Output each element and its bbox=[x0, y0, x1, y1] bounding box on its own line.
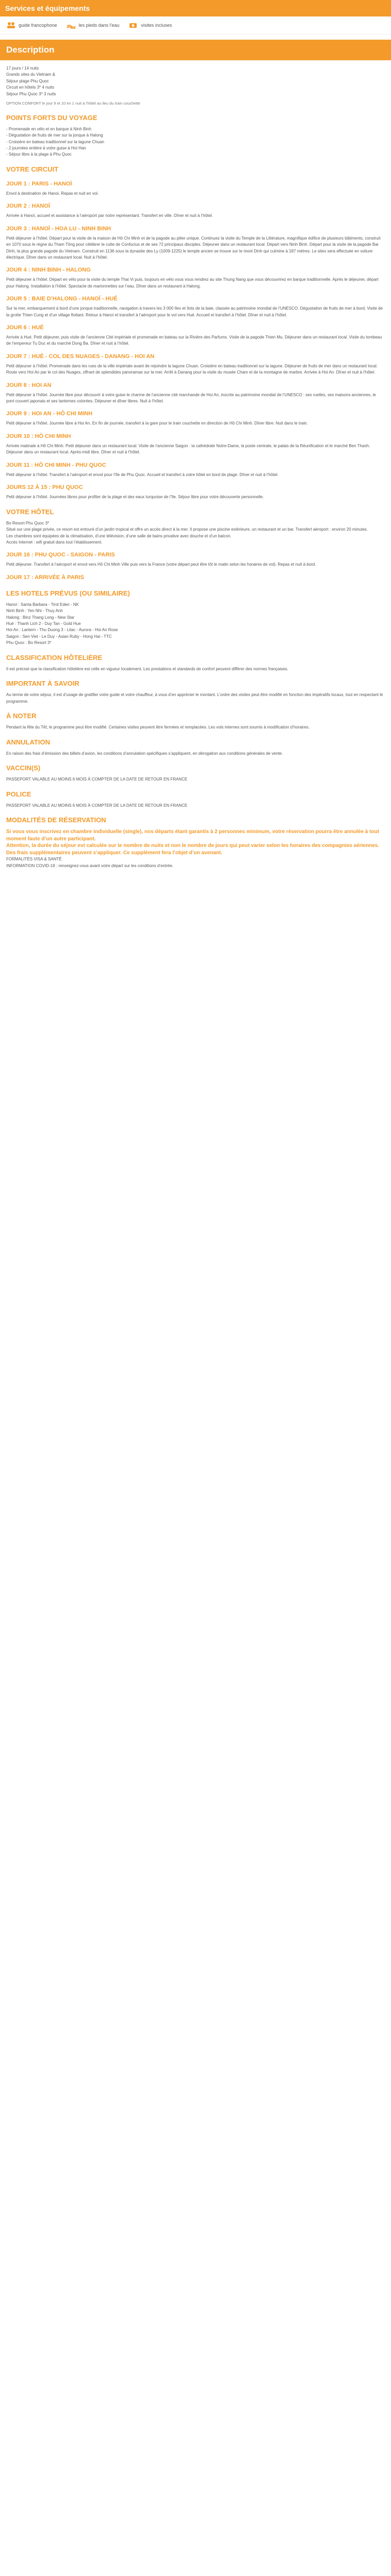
modalities-text: Si vous vous inscrivez en chambre individuelle (single), nos départs étant garantis à 2 personnes minimum, votre réservation pourra être annulée à tout moment faute d’un autre participant. Attention, la durée du séjour est calculée sur le nombre de nuits et non le nombre de jours qui peut varier selon les horaires des compagnies aériennes. Des frais supplémentaires peuvent s’appliquer. Ce supplément fera l’objet d’un avenant. bbox=[6, 829, 379, 856]
police-title: POLICE bbox=[6, 790, 31, 798]
services-row bbox=[0, 16, 391, 35]
day-text: Petit déjeuner à l’hôtel. Journée libre à Hoi An. En fin de journée, transfert à la gare pour le train couchette en direction de Hô Chi Minh. Dîner libre. Nuit dans le train. bbox=[6, 421, 308, 426]
note-text: Pendant la fête du Têt, le programme peut être modifié. Certaines visites peuvent être fermées et remplacées. Les vols internes sont soumis à modification d’horaires. bbox=[6, 725, 310, 730]
hotels-list: Hanoï : Santa Barbara - Tirol Eden - NK Ninh Binh : Yen Nhi - Thuy Anh Halong : Binz Thang Long - New Star Hué : Thanh Lich 2 - Duy Tan - Gold Hue Hoi An : Lantern - Thu Duong 3 - Lilac - Aurora - Hoi An Rose Saigon : Sen Viet - Le Duy - Asian Ruby - Hong Hai - TTC Phu Quoc : Bo Resort 3* bbox=[6, 602, 118, 646]
day-title: JOURS 12 À 15 : PHU QUOC bbox=[6, 484, 83, 491]
description-header: Description bbox=[0, 40, 391, 60]
day-title: JOUR 7 : HUÉ - COL DES NUAGES - DANANG - HOI AN bbox=[6, 353, 155, 360]
points-list: - Promenade en vélo et en barque à Ninh Binh - Dégustation de fruits de mer sur la jonque à Halong - Croisière en bateau traditionnel sur la lagune Chuan - 2 journées entière à votre guise à Hoi Han - Séjour libre à la plage à Phu Quoc bbox=[6, 126, 104, 157]
service-visits-label: visites incluses bbox=[141, 23, 172, 28]
day-title: JOUR 5 : BAIE D’HALONG - HANOÏ - HUÉ bbox=[6, 296, 118, 302]
cancel-title: ANNULATION bbox=[6, 738, 50, 746]
day-title: JOUR 3 : HANOÏ - HOA LU - NINH BINH bbox=[6, 225, 111, 232]
points-title: POINTS FORTS DU VOYAGE bbox=[6, 113, 97, 122]
hotel-text: Bo Resort Phu Quoc 3* Situé sur une plage privée, ce resort est entouré d’un jardin tropical et offre un accès direct à la mer. Il propose une piscine extérieure, un restaurant et un bar. Transfert aéroport : environ 20 minutes. Les chambres sont équipées de la climatisation, d’une télévision, d’une salle de bains privative avec douche et d’un balcon. Accès Internet : wifi gratuit dans tout l’établissement. bbox=[6, 520, 368, 545]
day-text: Arrivée à Hanoï, accueil et assistance à l’aéroport par notre représentant. Transfert en ville. Dîner et nuit à l’hôtel. bbox=[6, 213, 213, 218]
water-icon bbox=[67, 22, 76, 29]
option-text: OPTION CONFORT le jour 9 et 10 en 1 nuit à l’hôtel au lieu du train couchette bbox=[6, 100, 140, 106]
day-text: Arrivée à Hué. Petit déjeuner, puis visite de l’ancienne Cité impériale et promenade en bateau sur la Rivière des Parfums. Visite de la pagode Thien Mu. Déjeuner dans un restaurant local. Visite du tombeau de l’empereur Tu Duc et du marché Dong Ba. Dîner et nuit à l’hôtel. bbox=[6, 335, 382, 346]
day-text: Envol à destination de Hanoi. Repas et nuit en vol. bbox=[6, 191, 99, 196]
day-title: JOUR 10 : HÔ CHI MINH bbox=[6, 433, 71, 439]
day-text: Petit déjeuner à l’hôtel. Journées libres pour profiter de la plage et des eaux turquoise de l’île. Séjour libre pour votre découverte personnelle. bbox=[6, 495, 264, 500]
day-title: JOUR 16 : PHU QUOC - SAIGON - PARIS bbox=[6, 552, 115, 558]
day-text: Sur la mer, embarquement à bord d’une jonque traditionnelle, navigation à travers les 3 000 îles et îlots de la baie, classée au patrimoine mondial de l’UNESCO. Dégustation de fruits de mer à bord. Visite de la grotte Thien Cung et d’un village flottant. Retour à Hanoï et transfert à l’aéroport pour le vol vers Hué. Accueil et transfert à l’hôtel. Dîner et nuit à l’hôtel. bbox=[6, 306, 383, 317]
day-title: JOUR 11 : HÔ CHI MINH - PHU QUOC bbox=[6, 462, 106, 468]
day-title: JOUR 1 : PARIS - HANOÏ bbox=[6, 180, 72, 187]
important-title: IMPORTANT À SAVOIR bbox=[6, 680, 79, 688]
hotels-title: LES HOTELS PRÉVUS (OU SIMILAIRE) bbox=[6, 589, 130, 597]
classification-text: Il est précisé que la classification hôtelière est celle en vigueur localement. Les prestations et standards de confort peuvent différer des normes françaises. bbox=[6, 666, 288, 671]
police-text: PASSEPORT VALABLE AU MOINS 6 MOIS À COMPTER DE LA DATE DE RETOUR EN FRANCE bbox=[6, 803, 188, 808]
description-content bbox=[0, 60, 391, 877]
hotel-title: VOTRE HÔTEL bbox=[6, 507, 54, 516]
service-guide bbox=[6, 22, 57, 29]
services-header: Services et équipements bbox=[0, 0, 391, 16]
day-text: Petit déjeuner à l’hôtel. Journée libre pour découvrir à votre guise le charme de l’ancienne cité marchande de Hoi An, inscrite au patrimoine mondial de l’UNESCO : ses ruelles, ses maisons anciennes, le pont couvert japonais et ses lanternes colorées. Déjeuner et dîner libres. Nuit à l’hôtel. bbox=[6, 392, 376, 404]
day-text: Petit déjeuner à l’hôtel. Départ pour la visite de la maison de Hô Chi Minh et de la pagode au pilier unique. Continuez la visite du Temple de la Littérature, magnifique édifice de plusieurs bâtiments, construit en 1070 sous le règne du Tham Tông pour célébrer le culte de Confucius et de ses 72 principaux disciples. Déjeuner dans un restaurant local. Départ vers Ninh Binh. Départ pour la visite de la pagode Bai Dinh, la plus grande pagode du Vietnam. Construit en 1136 sous la dynastie des Ly (1009-1225) le temple ancien se trouve sur le mont Dinh qui culmine à 187 mètres. Le sites sera effectuée en voiture électrique. Dîner dans un restaurant local. Nuit à l’hôtel. bbox=[6, 235, 381, 260]
day-text: Petit déjeuner à l’hôtel. Transfert à l’aéroport et envol pour l’île de Phu Quoc. Accueil et transfert à votre hôtel en bord de plage. Dîner et nuit à l’hôtel. bbox=[6, 472, 279, 477]
day-text: Petit déjeuner. Transfert à l’aéroport et envol vers Hô Chi Minh Ville puis vers la France (votre départ peut être tôt le matin selon les horaires de vol). Repas et nuit à bord. bbox=[6, 562, 316, 567]
service-guide-label: guide francophone bbox=[19, 23, 57, 28]
service-beach bbox=[67, 22, 120, 29]
people-icon bbox=[6, 22, 15, 29]
day-title: JOUR 9 : HOI AN - HÔ CHI MINH bbox=[6, 411, 93, 417]
service-beach-label: les pieds dans l'eau bbox=[78, 23, 120, 28]
day-title: JOUR 17 : ARRIVÉE À PARIS bbox=[6, 574, 84, 581]
itinerary-title: VOTRE CIRCUIT bbox=[6, 165, 59, 173]
note-title: À NOTER bbox=[6, 712, 37, 720]
day-text: Petit déjeuner à l’hôtel. Promenade dans les rues de la ville impériale avant de rejoindre la lagune Chuan. Croisière en bateau traditionnel sur la lagune. Déjeuner de fruits de mer dans un restaurant local. Route vers Hoi An par le col des Nuages, offrant de splendides panoramas sur la mer. Arrêt à Danang pour la visite du musée Cham et de la montagne de marbre. Arrivée à Hoi An. Dîner et nuit à l’hôtel. bbox=[6, 363, 378, 375]
visits-icon bbox=[128, 22, 138, 29]
day-text: Petit déjeuner à l’hôtel. Départ en vélo pour la visite du temple Thai Vi puis, toujours en vélo vous vous rendrez au site Thung Nang que vous découvrirez en barque traditionnelle. Après le déjeuner, départ pour Halong. Installation à l’hôtel. Spectacle de marionnettes sur l’eau. Dîner dans un restaurant à Halong. bbox=[6, 277, 379, 289]
vaccine-text: PASSEPORT VALABLE AU MOINS 6 MOIS À COMPTER DE LA DATE DE RETOUR EN FRANCE bbox=[6, 777, 188, 782]
itinerary-days bbox=[6, 180, 385, 501]
day-title: JOUR 2 : HANOÏ bbox=[6, 203, 50, 210]
service-visits bbox=[128, 22, 172, 29]
formalities-text: FORMALITÉS VISA & SANTÉ INFORMATION COVID-19 : renseignez-vous avant votre départ sur les conditions d’entrée. bbox=[6, 857, 173, 868]
day-title: JOUR 4 : NINH BINH - HALONG bbox=[6, 267, 91, 274]
cancel-text: En raison des frais d’émission des billets d’avion, les conditions d’annulation spécifiques s’appliquent, en dérogation aux conditions générales de vente. bbox=[6, 751, 283, 756]
trip-summary: 17 jours / 14 nuits Grands sites du Vietnam & Séjour plage Phu Quoc Circuit en hôtels 3* 4 nuits Séjour Phu Quoc 3* 3 nuits bbox=[6, 66, 56, 96]
modalities-title: MODALITÉS DE RÉSERVATION bbox=[6, 816, 106, 824]
vaccine-title: VACCIN(S) bbox=[6, 764, 41, 772]
day-title: JOUR 6 : HUÉ bbox=[6, 324, 44, 331]
day-title: JOUR 8 : HOI AN bbox=[6, 382, 52, 388]
classification-title: CLASSIFICATION HÔTELIÈRE bbox=[6, 653, 103, 662]
important-text: Au terme de votre séjour, il est d’usage de gratifier votre guide et votre chauffeur, à vous d’en apprécier le montant. L’ordre des visites peut être modifié en fonction des impératifs locaux, tout en respectant le programme. bbox=[6, 692, 383, 704]
day-text: Arrivée matinale à Hô Chi Minh. Petit déjeuner dans un restaurant local. Visite de l’ancienne Saigon : la cathédrale Notre-Dame, la poste centrale, le palais de la Réunification et le marché Ben Thanh. Déjeuner dans un restaurant local. Après-midi libre. Dîner et nuit à l’hôtel. bbox=[6, 443, 370, 455]
page bbox=[0, 0, 391, 877]
